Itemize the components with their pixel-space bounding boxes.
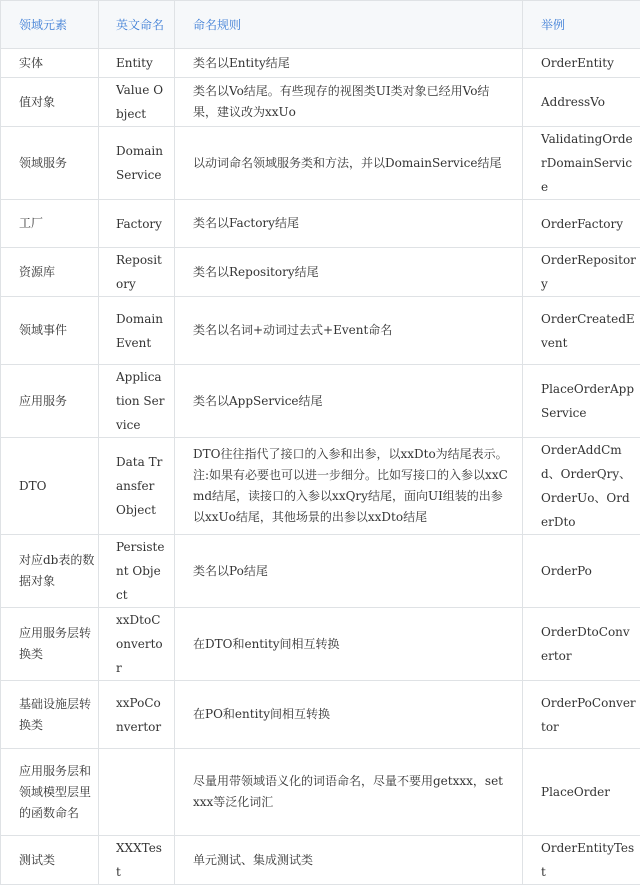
cell-english-name: XXXTest (99, 836, 175, 885)
cell-example: OrderDtoConvertor (523, 608, 640, 681)
cell-english-name: Repository (99, 248, 175, 297)
cell-example: OrderPo (523, 535, 640, 608)
cell-example: ValidatingOrderDomainService (523, 127, 640, 200)
header-cell-element: 领域元素 (1, 1, 99, 49)
cell-element: 测试类 (1, 836, 99, 885)
cell-example: OrderFactory (523, 200, 640, 248)
cell-english-name: Factory (99, 200, 175, 248)
cell-rule: 在DTO和entity间相互转换 (175, 608, 523, 681)
cell-rule: 单元测试、集成测试类 (175, 836, 523, 885)
table-row (1, 681, 640, 749)
cell-english-name: Value Object (99, 78, 175, 127)
cell-rule: 尽量用带领域语义化的词语命名，尽量不要用getxxx，setxxx等泛化词汇 (175, 749, 523, 836)
table-row (1, 127, 640, 200)
header-cell-english-name: 英文命名 (99, 1, 175, 49)
cell-english-name: Domain Event (99, 297, 175, 365)
cell-element: 工厂 (1, 200, 99, 248)
table-row (1, 836, 640, 885)
cell-english-name: Application Service (99, 365, 175, 438)
cell-english-name: xxPoConvertor (99, 681, 175, 749)
cell-english-name: Domain Service (99, 127, 175, 200)
cell-example: OrderEntityTest (523, 836, 640, 885)
cell-rule: DTO往往指代了接口的入参和出参，以xxDto为结尾表示。注:如果有必要也可以进一步细分。比如写接口的入参以xxCmd结尾，读接口的入参以xxQry结尾，面向UI组装的出参以xxUo结尾，其他场景的出参以xxDto结尾 (175, 438, 523, 535)
cell-rule: 以动词命名领域服务类和方法，并以DomainService结尾 (175, 127, 523, 200)
cell-rule: 类名以Entity结尾 (175, 49, 523, 78)
cell-example: AddressVo (523, 78, 640, 127)
cell-element: 应用服务 (1, 365, 99, 438)
table-row (1, 297, 640, 365)
cell-english-name: Data Transfer Object (99, 438, 175, 535)
cell-rule: 类名以Po结尾 (175, 535, 523, 608)
cell-rule: 类名以Repository结尾 (175, 248, 523, 297)
cell-example: PlaceOrderAppService (523, 365, 640, 438)
table-row (1, 248, 640, 297)
table-row (1, 78, 640, 127)
cell-example: OrderCreatedEvent (523, 297, 640, 365)
cell-rule: 类名以Factory结尾 (175, 200, 523, 248)
cell-example: OrderPoConvertor (523, 681, 640, 749)
table-row (1, 438, 640, 535)
cell-english-name (99, 749, 175, 836)
cell-element: 基础设施层转换类 (1, 681, 99, 749)
cell-element: 应用服务层和领域模型层里的函数命名 (1, 749, 99, 836)
cell-rule: 类名以名词+动词过去式+Event命名 (175, 297, 523, 365)
cell-example: OrderAddCmd、OrderQry、OrderUo、OrderDto (523, 438, 640, 535)
table-row (1, 608, 640, 681)
cell-element: 应用服务层转换类 (1, 608, 99, 681)
cell-english-name: Entity (99, 49, 175, 78)
cell-example: PlaceOrder (523, 749, 640, 836)
cell-example: OrderRepository (523, 248, 640, 297)
table-row (1, 365, 640, 438)
cell-element: DTO (1, 438, 99, 535)
cell-element: 领域事件 (1, 297, 99, 365)
header-row (1, 1, 640, 49)
cell-element: 领域服务 (1, 127, 99, 200)
table-row (1, 49, 640, 78)
cell-element: 资源库 (1, 248, 99, 297)
cell-element: 对应db表的数据对象 (1, 535, 99, 608)
cell-rule: 类名以Vo结尾。有些现存的视图类UI类对象已经用Vo结果，建议改为xxUo (175, 78, 523, 127)
cell-english-name: xxDtoConvertor (99, 608, 175, 681)
cell-element: 实体 (1, 49, 99, 78)
cell-example: OrderEntity (523, 49, 640, 78)
table-row (1, 535, 640, 608)
header-cell-example: 举例 (523, 1, 640, 49)
cell-rule: 在PO和entity间相互转换 (175, 681, 523, 749)
header-cell-rule: 命名规则 (175, 1, 523, 49)
cell-rule: 类名以AppService结尾 (175, 365, 523, 438)
table-row (1, 200, 640, 248)
table-row (1, 749, 640, 836)
cell-english-name: Persistent Object (99, 535, 175, 608)
cell-element: 值对象 (1, 78, 99, 127)
